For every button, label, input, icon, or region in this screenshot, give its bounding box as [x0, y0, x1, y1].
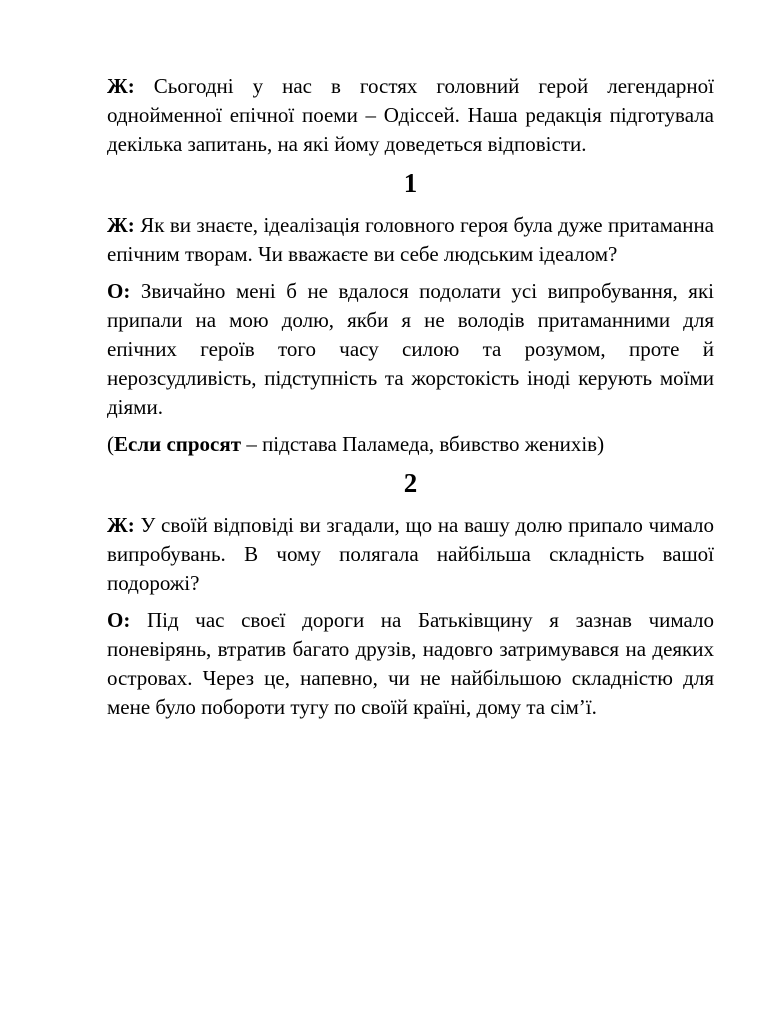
speaker-label: О: [107, 279, 131, 303]
answer-paragraph [107, 606, 714, 722]
answer-text: Під час своєї дороги на Батьківщину я зазнав чимало поневірянь, втратив багато друзів, надовго затримувався на деяких островах. Через це, напевно, чи не найбільшою складністю для мене було побороти тугу по своїй країні, дому та сім’ї. [107, 608, 715, 719]
question-paragraph [107, 511, 714, 598]
intro-text: Сьогодні у нас в гостях головний герой легендарної однойменної епічної поеми – Одіссей. Наша редакція підготувала декілька запитань, на які йому доведеться відповісти. [107, 74, 715, 156]
speaker-label: Ж: [107, 213, 135, 237]
question-paragraph [107, 211, 714, 269]
note-bold-text: Если спросят [114, 432, 242, 456]
question-text: Як ви знаєте, ідеалізація головного героя була дуже притаманна епічним творам. Чи вважаєте ви себе людським ідеалом? [107, 213, 715, 266]
section-number: 1 [403, 168, 418, 198]
section-number: 2 [403, 468, 418, 498]
document-page [107, 72, 714, 730]
speaker-label: Ж: [107, 513, 135, 537]
question-text: У своїй відповіді ви згадали, що на вашу долю припало чимало випробувань. В чому полягала найбільша складність вашої подорожі? [107, 513, 714, 595]
note-open-paren: ( [107, 432, 114, 456]
intro-paragraph [107, 72, 714, 159]
answer-paragraph [107, 277, 714, 422]
speaker-label: Ж: [107, 74, 135, 98]
answer-text: Звичайно мені б не вдалося подолати усі випробування, які припали на мою долю, якби я не володів притаманними для епічних героїв того часу силою та розумом, проте й нерозсудливість, підступність та жорстокість іноді керують моїми діями. [107, 279, 715, 419]
speaker-label: О: [107, 608, 131, 632]
note-paragraph [107, 430, 714, 459]
note-rest-text: – підстава Паламеда, вбивство женихів) [241, 432, 605, 456]
